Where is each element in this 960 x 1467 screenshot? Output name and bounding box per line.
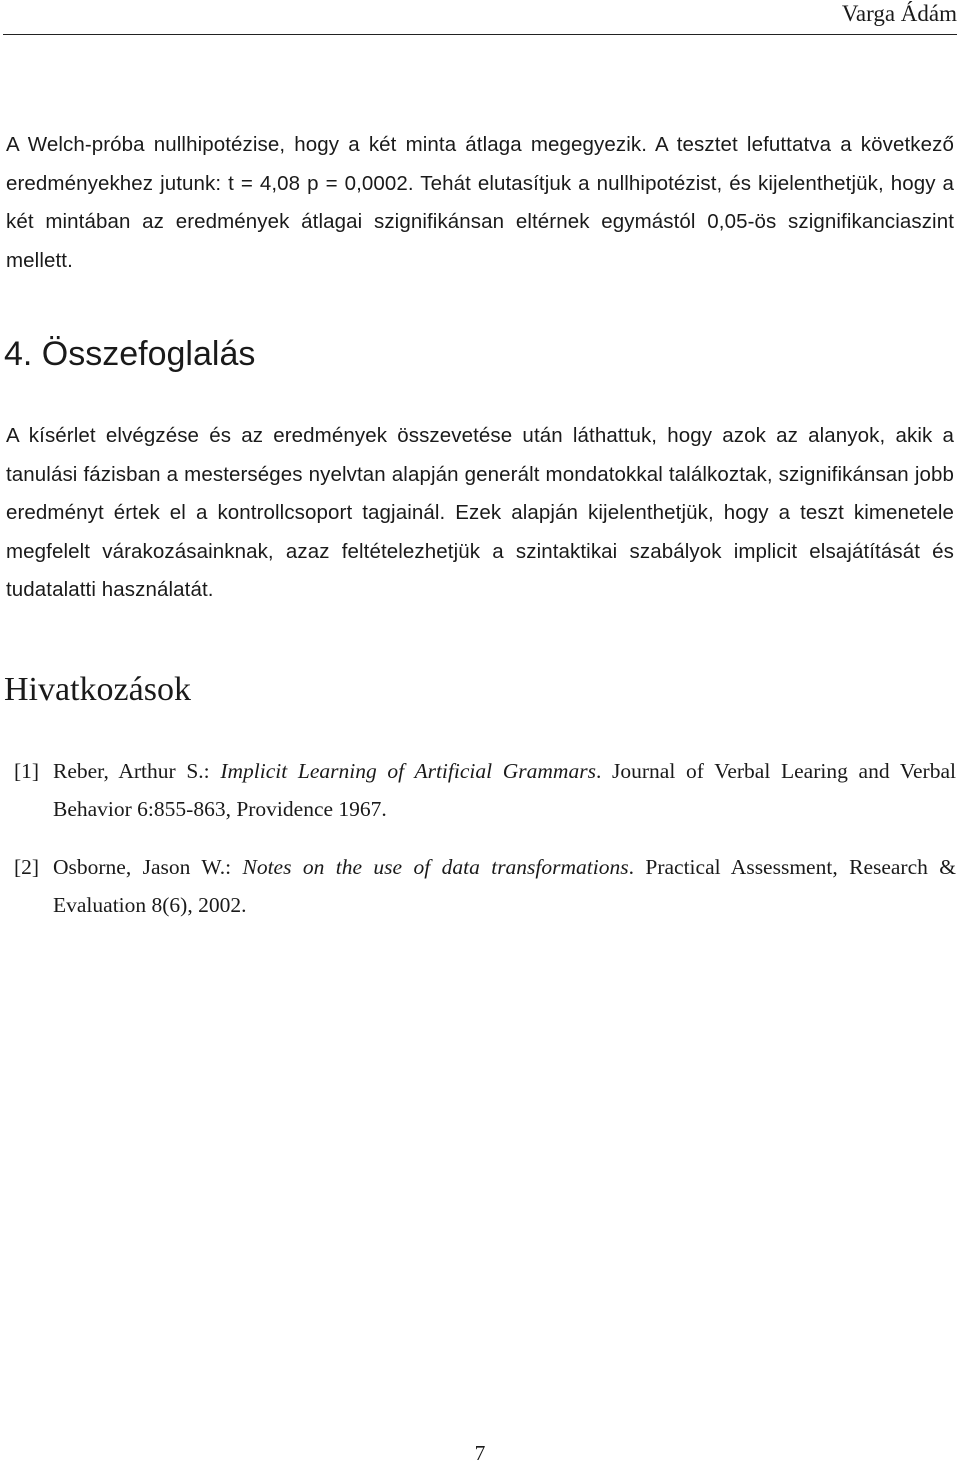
reference-text — [53, 848, 956, 924]
reference-label: [2] — [14, 855, 40, 879]
reference-details: . Journal of Verbal Learing and Verbal Behavior 6:855-863, Providence 1967. — [53, 759, 956, 821]
reference-label: [1] — [14, 759, 40, 783]
running-head-author: Varga Ádám — [841, 1, 957, 26]
reference-title: Implicit Learning of Artificial Grammars — [220, 759, 596, 783]
summary-paragraph: A kísérlet elvégzése és az eredmények összevetése után láthattuk, hogy azok az alanyok, akik a tanulási fázisban a mesterséges nyelvtan alapján generált mondatokkal találkoztak, szignifikánsan jobb eredményt értek el a kontrollcsoport tagjainál. Ezek alapján kijelenthetjük, hogy a teszt kimenetele megfelelt várakozásainknak, azaz feltételezhetjük a szintaktikai szabályok implicit elsajátítását és tudatalatti használatát. — [6, 424, 954, 601]
references-heading: Hivatkozások — [4, 671, 191, 708]
reference-text — [53, 752, 956, 828]
intro-paragraph: A Welch-próba nullhipotézise, hogy a két minta átlaga megegyezik. A tesztet lefuttatva a következő eredményekhez jutunk: t = 4,08 p = 0,0002. Tehát elutasítjuk a nullhipotézist, és kijelenthetjük, hogy a két mintában az eredmények átlagai szignifikánsan eltérnek egymástól 0,05-ös szignifikanciaszint mellett. — [6, 133, 954, 272]
reference-details: . Practical Assessment, Research & Evaluation 8(6), 2002. — [53, 855, 957, 917]
section-heading: 4. Összefoglalás — [4, 335, 256, 373]
reference-title: Notes on the use of data transformations — [242, 855, 629, 879]
reference-authors: Reber, Arthur S.: — [53, 759, 221, 783]
header-rule — [3, 34, 957, 35]
page-number: 7 — [474, 1441, 486, 1465]
reference-authors: Osborne, Jason W.: — [53, 855, 243, 879]
